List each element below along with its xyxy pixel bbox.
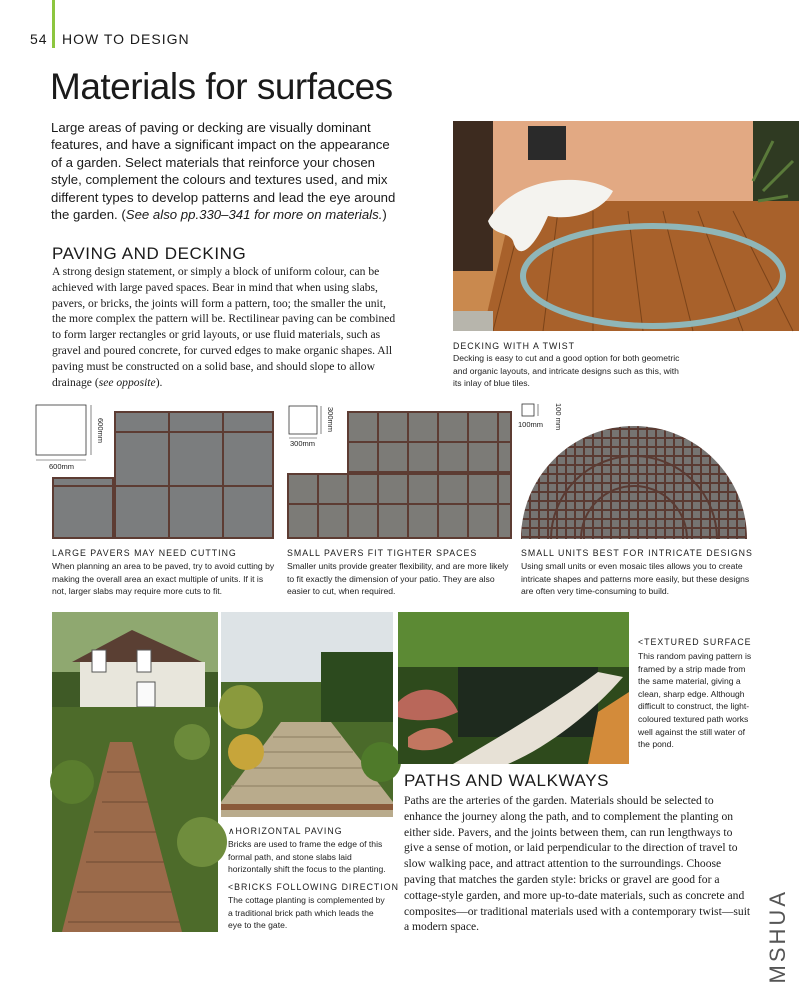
paths-heading: PATHS AND WALKWAYS [404, 771, 610, 790]
svg-text:600mm: 600mm [96, 418, 105, 444]
paving-body: A strong design statement, or simply a block of uniform colour, can be achieved with large paved spaces. Bear in mind that when using slabs, pavers, or bricks, the joints will form a pattern, too; the smaller the unit, the more complex the pattern will be. Rectilinear paving can be combined to form larger rectangles or grid layouts, or use fluid materials, such as gravel and poured concrete, for curved edges to make organic shapes. All paving must be constructed on a solid base, and should slope to allow drainage (see opposite). [52, 265, 396, 389]
small-unit-caption: Using small units or even mosaic tiles allows you to create intricate shapes and patterns more easily, but these designs are often very time-consuming to build. [521, 561, 750, 597]
see-opposite-note: see opposite [98, 375, 156, 389]
decking-caption: Decking is easy to cut and a good option for both geometric and organic layouts, and intricate designs such as this, with its inlay of blue tiles. [453, 353, 680, 389]
small-unit-dim-w: 100mm [518, 420, 544, 429]
decking-caption-heading: DECKING WITH A TWIST [453, 341, 575, 351]
svg-text:300mm: 300mm [326, 407, 335, 433]
left-arrow-icon: < [228, 882, 235, 892]
small-unit-caption-heading: SMALL UNITS BEST FOR INTRICATE DESIGNS [521, 548, 753, 558]
intro-paragraph: Large areas of paving or decking are visually dominant features, and have a significant impact on the appearance of a garden. Select materials that reinforce your chosen style, complement the colours and textures used, and mix different types to develop patterns and lead the eye around the garden. (See also pp.330–341 for more on materials.) [51, 120, 396, 223]
page-number: 54 [30, 31, 48, 47]
large-paver-swatch [52, 411, 274, 539]
small-unit-swatch [521, 411, 747, 539]
left-arrow-icon: < [638, 637, 645, 647]
textured-caption: This random paving pattern is framed by a strip made from the same material, giving a clean, sharp edge. Although difficult to construct, the light-coloured textured path works well against the still water of the pond. [638, 651, 752, 750]
horizontal-caption-heading: ∧HORIZONTAL PAVING [228, 826, 343, 836]
horizontal-paving-photo [221, 612, 393, 817]
decking-photo [453, 121, 799, 331]
large-paver-dim-w: 600mm [49, 462, 75, 471]
watermark: MSHUA [765, 888, 790, 983]
large-paver-caption-heading: LARGE PAVERS MAY NEED CUTTING [52, 548, 237, 558]
svg-text:100 mm: 100 mm [554, 403, 563, 431]
cottage-brick-path-photo [52, 612, 218, 932]
horizontal-caption: Bricks are used to frame the edge of this formal path, and stone slabs laid horizontally shift the focus to the planting. [228, 839, 386, 875]
intro-text: Large areas of paving or decking are visually dominant features, and have a significant impact on the appearance of a garden. Select materials that reinforce your chosen style, complement the colours and textures used, and mix different types to develop patterns and lead the eye around the garden. [51, 120, 396, 223]
small-paver-dim-w: 300mm [290, 439, 316, 448]
chapter-title: HOW TO DESIGN [62, 31, 190, 47]
paths-body: Paths are the arteries of the garden. Materials should be selected to enhance the journey along the path, and to complement the planting on either side. Pavers, and the joints between them, can run lengthways to give a sense of motion, or laid perpendicular to the direction of travel to slow walking pace, and attract attention to the surroundings. Choose paving that matches the garden style: bricks or gravel are good for a cottage-style garden, and more up-to-date materials, such as concrete and composites—or traditional materials used with a contemporary twist—suit a modern space. [404, 794, 751, 934]
paving-body-text: A strong design statement, or simply a block of uniform colour, can be achieved with large paved spaces. Bear in mind that when using slabs, pavers, or bricks, the joints will form a pattern, too; the smaller the unit, the more complex the pattern will be. Rectilinear paving can be combined to form larger rectangles or grid layouts, or use fluid materials, such as gravel and poured concrete, for curved edges to make organic shapes. All paving must be constructed on a solid base, and should slope to allow drainage [52, 265, 396, 389]
paving-heading: PAVING AND DECKING [52, 244, 247, 263]
small-paver-caption: Smaller units provide greater flexibility, and are more likely to fit exactly the dimension of your patio. They are also easier to cut, when required. [287, 561, 509, 597]
large-paver-caption: When planning an area to be paved, try to avoid cutting by making the overall area an exact multiple of units. If it is not, larger slabs may require more cuts to fit. [52, 561, 275, 597]
textured-caption-heading: <TEXTURED SURFACE [638, 637, 752, 647]
up-arrow-icon: ∧ [228, 826, 236, 836]
textured-path-photo [398, 612, 629, 764]
page-title: Materials for surfaces [50, 66, 393, 107]
bricks-caption-heading: <BRICKS FOLLOWING DIRECTION [228, 882, 399, 892]
small-paver-caption-heading: SMALL PAVERS FIT TIGHTER SPACES [287, 548, 478, 558]
accent-bar [52, 0, 55, 48]
bricks-caption: The cottage planting is complemented by a traditional brick path which leads the eye to the gate. [228, 895, 385, 931]
small-paver-swatch [287, 411, 512, 539]
see-also-note: See also pp.330–341 for more on materials. [125, 207, 383, 223]
